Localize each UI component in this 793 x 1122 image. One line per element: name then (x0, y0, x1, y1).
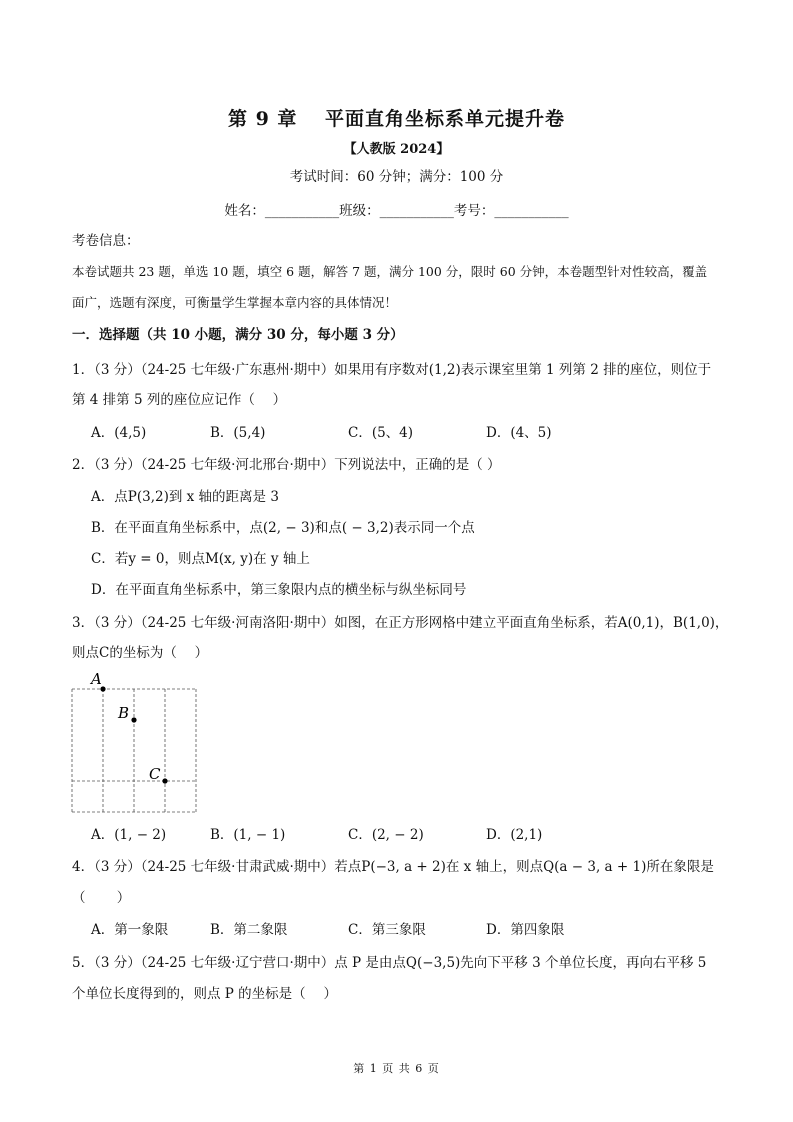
point-b (131, 717, 136, 722)
point-c-label: C (149, 765, 161, 783)
exam-info-line-2: 面广，选题有深度，可衡量学生掌握本章内容的具体情况！ (72, 295, 398, 310)
question-2-option-a: A．点P(3,2)到 x 轴的距离是 3 (91, 489, 279, 505)
edition-label: 【人教版 2024】 (343, 142, 450, 157)
point-b-label: B (118, 704, 130, 722)
question-4-option-b: B．第二象限 (210, 922, 288, 938)
question-2-option-d: D．在平面直角坐标系中，第三象限内点的横坐标与纵坐标同号 (91, 582, 467, 598)
question-3-option-b: B．(1, − 1) (210, 827, 286, 843)
question-4-line-1: 4．（3 分）（24-25 七年级·甘肃武威·期中）若点P(−3, a + 2)在 x 轴上，则点Q(a − 3, a + 1)所在象限是 (72, 859, 714, 875)
question-2-line-1: 2．（3 分）（24-25 七年级·河北邢台·期中）下列说法中，正确的是（ ） (72, 457, 501, 473)
question-1-line-2: 第 4 排第 5 列的座位应记作（ ） (72, 392, 287, 408)
grid-figure (60, 668, 210, 818)
point-c (162, 778, 167, 783)
point-a-label: A (91, 670, 102, 688)
question-1-option-b: B．(5,4) (210, 425, 266, 441)
question-5-line-1: 5．（3 分）（24-25 七年级·辽宁营口·期中）点 P 是由点Q(−3,5)先向下平移 3 个单位长度，再向右平移 5 (72, 955, 707, 971)
question-4-line-2: （ ） (72, 890, 131, 906)
question-3-option-a: A．(1, − 2) (91, 827, 167, 843)
exam-info-line-1: 本卷试题共 23 题，单选 10 题，填空 6 题，解答 7 题，满分 100 分，限时 60 分钟，本卷题型针对性较高，覆盖 (72, 264, 708, 279)
question-3-option-c: C．(2, − 2) (348, 827, 424, 843)
question-1-option-c: C．(5、4) (348, 425, 414, 441)
question-3-line-2: 则点C的坐标为（ ） (72, 645, 209, 661)
exam-time-info: 考试时间：60 分钟；满分：100 分 (289, 169, 504, 185)
question-1-option-a: A．(4,5) (91, 425, 147, 441)
question-2-option-b: B．在平面直角坐标系中，点(2, − 3)和点( − 3,2)表示同一个点 (91, 520, 475, 536)
question-3-option-d: D．(2,1) (486, 827, 543, 843)
question-4-option-d: D．第四象限 (486, 922, 565, 938)
exam-info-heading: 考卷信息： (72, 233, 140, 249)
grid-lines (72, 689, 196, 812)
question-4-option-a: A．第一象限 (91, 922, 169, 938)
question-3-line-1: 3．（3 分）（24-25 七年级·河南洛阳·期中）如图，在正方形网格中建立平面直角坐标系，若A(0,1)，B(1,0)， (72, 615, 729, 631)
question-5-line-2: 个单位长度得到的，则点 P 的坐标是（ ） (72, 986, 337, 1002)
question-2-option-c: C．若y = 0，则点M(x, y)在 y 轴上 (91, 551, 310, 567)
exam-title: 第 9 章 平面直角坐标系单元提升卷 (227, 108, 566, 130)
question-1-option-d: D．(4、5) (486, 425, 552, 441)
question-4-option-c: C．第三象限 (348, 922, 426, 938)
section-title: 一．选择题（共 10 小题，满分 30 分，每小题 3 分） (72, 327, 404, 343)
student-info-line: 姓名：___________班级：___________考号：___________ (224, 203, 569, 219)
question-1-line-1: 1．（3 分）（24-25 七年级·广东惠州·期中）如果用有序数对(1,2)表示课室里第 1 列第 2 排的座位，则位于 (72, 362, 712, 378)
page-footer: 第 1 页 共 6 页 (353, 1062, 440, 1075)
